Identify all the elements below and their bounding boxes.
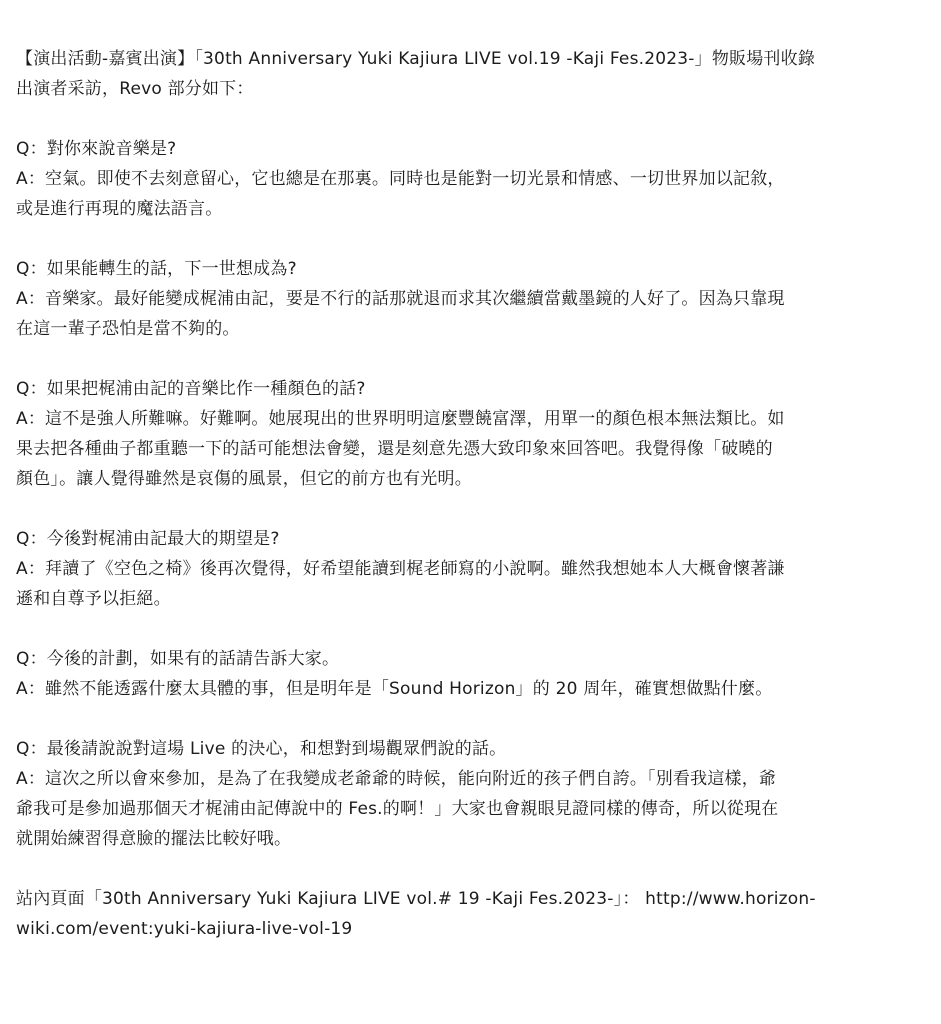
question: Q：如果能轉生的話，下一世想成為? [16,259,297,279]
qa-block-message [16,734,921,854]
answer-line: A：音樂家。最好能變成梶浦由記，要是不行的話那就退而求其次繼續當戴墨鏡的人好了。因為只靠現 [16,289,785,309]
answer-line: 就開始練習得意臉的擺法比較好哦。 [16,829,292,849]
wiki-link[interactable]: wiki.com/event:yuki-kajiura-live-vol-19 [16,919,353,939]
question: Q：如果把梶浦由記的音樂比作一種顏色的話? [16,379,366,399]
answer-line: 遜和自尊予以拒絕。 [16,589,171,609]
answer-line: A：雖然不能透露什麼太具體的事，但是明年是「Sound Horizon」的 20 周年，確實想做點什麼。 [16,679,773,699]
answer-line: A：空氣。即使不去刻意留心，它也總是在那裏。同時也是能對一切光景和情感、一切世界加以記敘， [16,169,785,189]
qa-block-color [16,374,921,494]
qa-block-expectation [16,524,921,614]
answer-line: 顏色」。讓人覺得雖然是哀傷的風景，但它的前方也有光明。 [16,469,472,489]
question: Q：今後的計劃，如果有的話請告訴大家。 [16,649,340,669]
question: Q：對你來說音樂是? [16,139,177,159]
footer-line[interactable]: 站內頁面「30th Anniversary Yuki Kajiura LIVE vol.# 19 -Kaji Fes.2023-」： http://www.horizon- [16,889,816,909]
qa-block-music [16,134,921,224]
answer-line: A：這次之所以會來參加，是為了在我變成老爺爺的時候，能向附近的孩子們自誇。「別看我這樣，爺 [16,769,777,789]
qa-block-plans [16,644,921,704]
answer-line: 或是進行再現的魔法語言。 [16,199,223,219]
intro-line: 【演出活動-嘉賓出演】「30th Anniversary Yuki Kajiura LIVE vol.19 -Kaji Fes.2023-」物販場刊收錄 [16,49,816,69]
qa-block-reincarnation [16,254,921,344]
answer-line: A：這不是強人所難嘛。好難啊。她展現出的世界明明這麼豐饒富澤，用單一的顏色根本無法類比。如 [16,409,785,429]
answer-line: 爺我可是參加過那個天才梶浦由記傳說中的 Fes.的啊！」大家也會親眼見證同樣的傳奇，所以從現在 [16,799,779,819]
question: Q：今後對梶浦由記最大的期望是? [16,529,280,549]
answer-line: 在這一輩子恐怕是當不夠的。 [16,319,240,339]
footer-paragraph [16,884,921,944]
intro-paragraph [16,44,921,104]
question: Q：最後請說說對這場 Live 的決心，和想對到場觀眾們說的話。 [16,739,507,759]
answer-line: A：拜讀了《空色之椅》後再次覺得，好希望能讀到梶老師寫的小說啊。雖然我想她本人大概會懷著謙 [16,559,785,579]
post-body [16,44,921,974]
answer-line: 果去把各種曲子都重聽一下的話可能想法會變，還是刻意先憑大致印象來回答吧。我覺得像「破曉的 [16,439,773,459]
intro-line: 出演者采訪，Revo 部分如下： [16,79,254,99]
